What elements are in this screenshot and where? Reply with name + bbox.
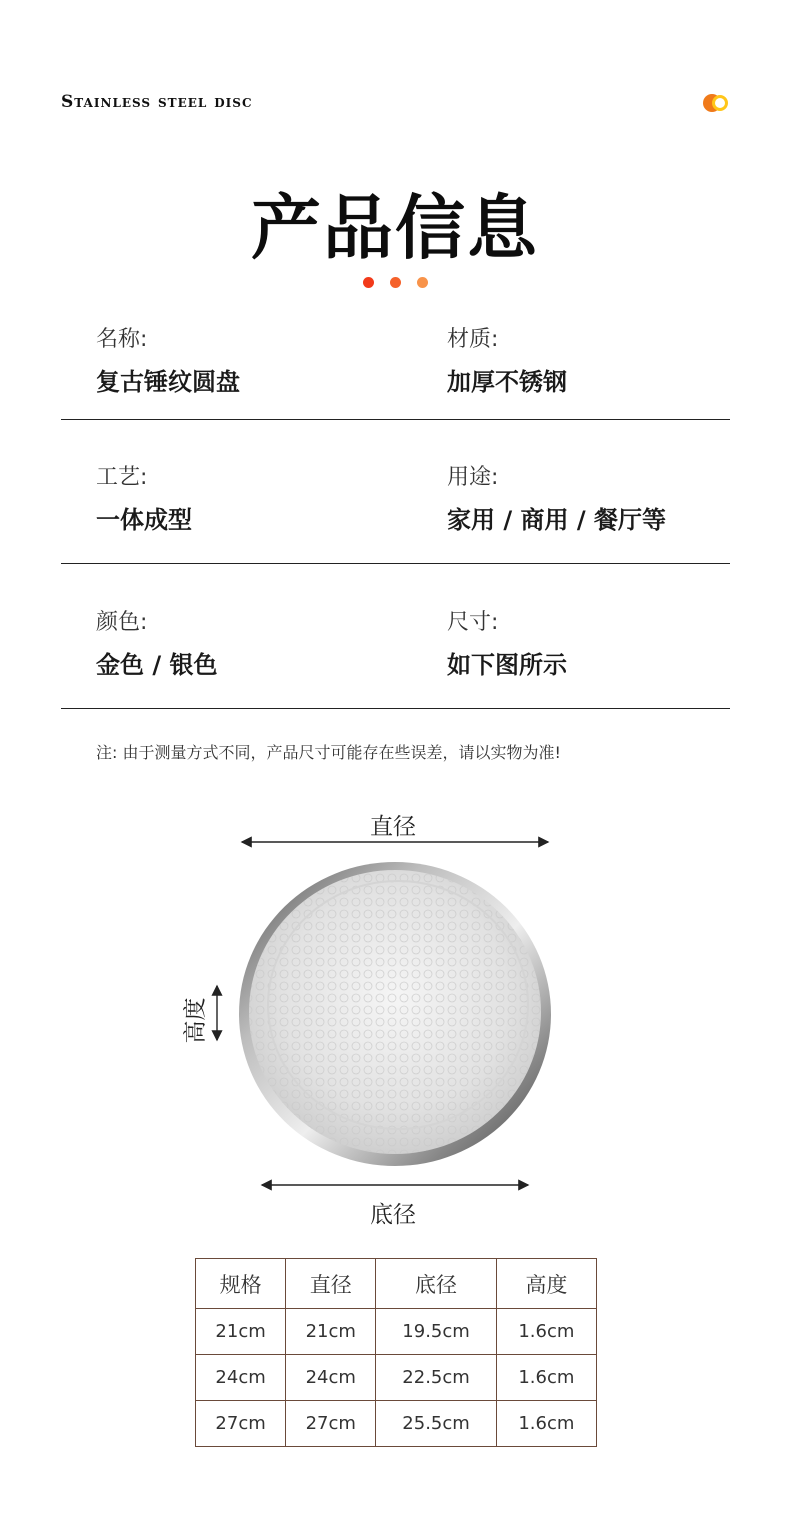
table-row: [196, 1355, 597, 1401]
logo-yellow-ring: [712, 95, 728, 111]
info-size: [447, 605, 567, 680]
page-title: 产品信息: [251, 187, 539, 269]
table-cell: 21cm: [196, 1309, 286, 1355]
header-cell: 高度: [496, 1259, 596, 1309]
plate-diagram-svg: [170, 800, 590, 1240]
overlapping-circles-logo-icon: [703, 94, 731, 112]
info-row-3: [61, 569, 730, 709]
measurement-note: 注: 由于测量方式不同，产品尺寸可能存在些误差，请以实物为准!: [96, 743, 561, 762]
info-usage: [447, 460, 666, 535]
table-cell: 27cm: [286, 1401, 376, 1447]
header-cell: 规格: [196, 1259, 286, 1309]
info-name: [96, 322, 240, 397]
info-material: [447, 322, 567, 397]
table-cell: 25.5cm: [376, 1401, 496, 1447]
info-row-2: [61, 424, 730, 564]
info-label: 颜色:: [96, 610, 148, 635]
info-value: 加厚不锈钢: [447, 368, 567, 396]
info-value: 一体成型: [96, 506, 192, 534]
table-cell: 1.6cm: [496, 1355, 596, 1401]
info-color: [96, 605, 217, 680]
info-label: 用途:: [447, 465, 499, 490]
table-cell: 22.5cm: [376, 1355, 496, 1401]
table-cell: 1.6cm: [496, 1401, 596, 1447]
height-label: 高度: [182, 997, 209, 1044]
spec-table: [195, 1258, 597, 1447]
info-value: 家用 / 商用 / 餐厅等: [447, 506, 666, 534]
table-row: [196, 1309, 597, 1355]
info-craft: [96, 460, 192, 535]
table-cell: 21cm: [286, 1309, 376, 1355]
info-row-1: [61, 280, 730, 420]
diameter-label: 直径: [370, 814, 416, 840]
table-row: [196, 1401, 597, 1447]
info-label: 名称:: [96, 327, 148, 352]
table-cell: 24cm: [286, 1355, 376, 1401]
table-header-row: [196, 1259, 597, 1309]
info-value: 复古锤纹圆盘: [96, 368, 240, 396]
header-cell: 直径: [286, 1259, 376, 1309]
header-cell: 底径: [376, 1259, 496, 1309]
table-cell: 24cm: [196, 1355, 286, 1401]
table-cell: 19.5cm: [376, 1309, 496, 1355]
base-label: 底径: [370, 1202, 416, 1228]
dimension-diagram: [170, 800, 590, 1240]
table-cell: 1.6cm: [496, 1309, 596, 1355]
info-value: 金色 / 银色: [96, 651, 218, 679]
hammered-texture: [249, 870, 541, 1154]
brand-text: Stainless steel disc: [61, 92, 253, 112]
info-label: 工艺:: [96, 465, 148, 490]
table-cell: 27cm: [196, 1401, 286, 1447]
info-label: 材质:: [447, 327, 499, 352]
info-label: 尺寸:: [447, 610, 499, 635]
info-value: 如下图所示: [447, 651, 567, 679]
